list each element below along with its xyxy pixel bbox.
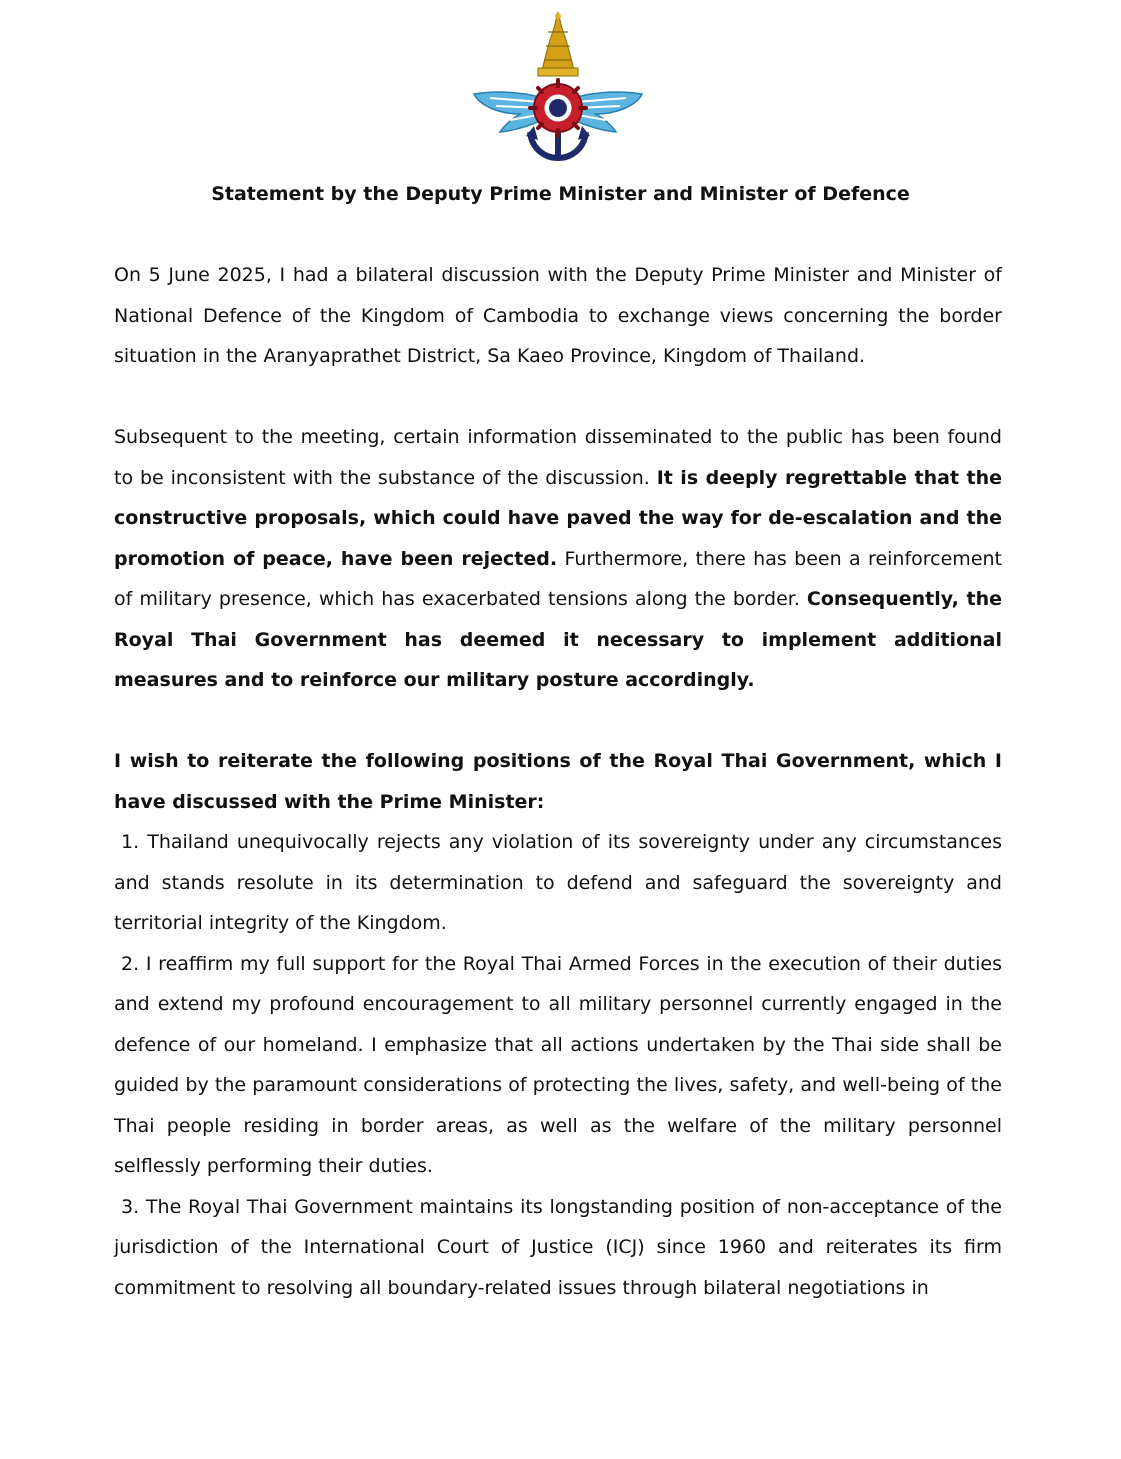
paragraph-spacer	[114, 701, 1002, 742]
paragraph-2-text-b: Furthermore, there has been a reinforcement of military presence, which has exacerbated tensions along the border.	[114, 547, 1002, 610]
list-item-number: 2.	[121, 952, 140, 975]
statement-body	[114, 255, 1002, 1308]
armed-forces-emblem-icon	[470, 10, 646, 164]
paragraph-2-bold-b: Consequently, the Royal Thai Government has deemed it necessary to implement additional measures and to reinforce our military posture accordingly.	[114, 588, 1003, 691]
page-title: Statement by the Deputy Prime Minister and Minister of Defence	[211, 183, 910, 205]
paragraph-3-intro: I wish to reiterate the following positions of the Royal Thai Government, which I have discussed with the Prime Minister:	[114, 750, 1002, 813]
paragraph-1: On 5 June 2025, I had a bilateral discussion with the Deputy Prime Minister and Minister of National Defence of the Kingdom of Cambodia to exchange views concerning the border situation in the Aranyaprathet District, Sa Kaeo Province, Kingdom of Thailand.	[114, 264, 1002, 367]
list-item	[114, 1187, 1002, 1309]
paragraph-2-text-a: Subsequent to the meeting, certain information disseminated to the public has been found to be inconsistent with the substance of the discussion.	[114, 426, 1002, 489]
list-item-text: I reaffirm my full support for the Royal Thai Armed Forces in the execution of their duties and extend my profound encouragement to all military personnel currently engaged in the defence of our homeland. I emphasize that all actions undertaken by the Thai side shall be guided by the paramount considerations of protecting the lives, safety, and well-being of the Thai people residing in border areas, as well as the welfare of the military personnel selflessly performing their duties.	[114, 952, 1002, 1177]
paragraph-2-bold-a: It is deeply regrettable that the constructive proposals, which could have paved the way for de-escalation and the promotion of peace, have been rejected.	[114, 466, 1002, 570]
paragraph-2	[114, 417, 1002, 701]
paragraph-spacer	[114, 377, 1002, 418]
list-item-number: 1.	[121, 831, 140, 853]
list-item-text: Thailand unequivocally rejects any violation of its sovereignty under any circumstances and stands resolute in its determination to defend and safeguard the sovereignty and territorial integrity of the Kingdom.	[114, 831, 1002, 934]
list-item	[114, 944, 1002, 1187]
list-item	[114, 822, 1002, 944]
list-item-text: The Royal Thai Government maintains its longstanding position of non-acceptance of the jurisdiction of the International Court of Justice (ICJ) since 1960 and reiterates its firm commitment to resolving all boundary-related issues through bilateral negotiations in	[114, 1195, 1002, 1299]
list-item-number: 3.	[121, 1195, 140, 1218]
